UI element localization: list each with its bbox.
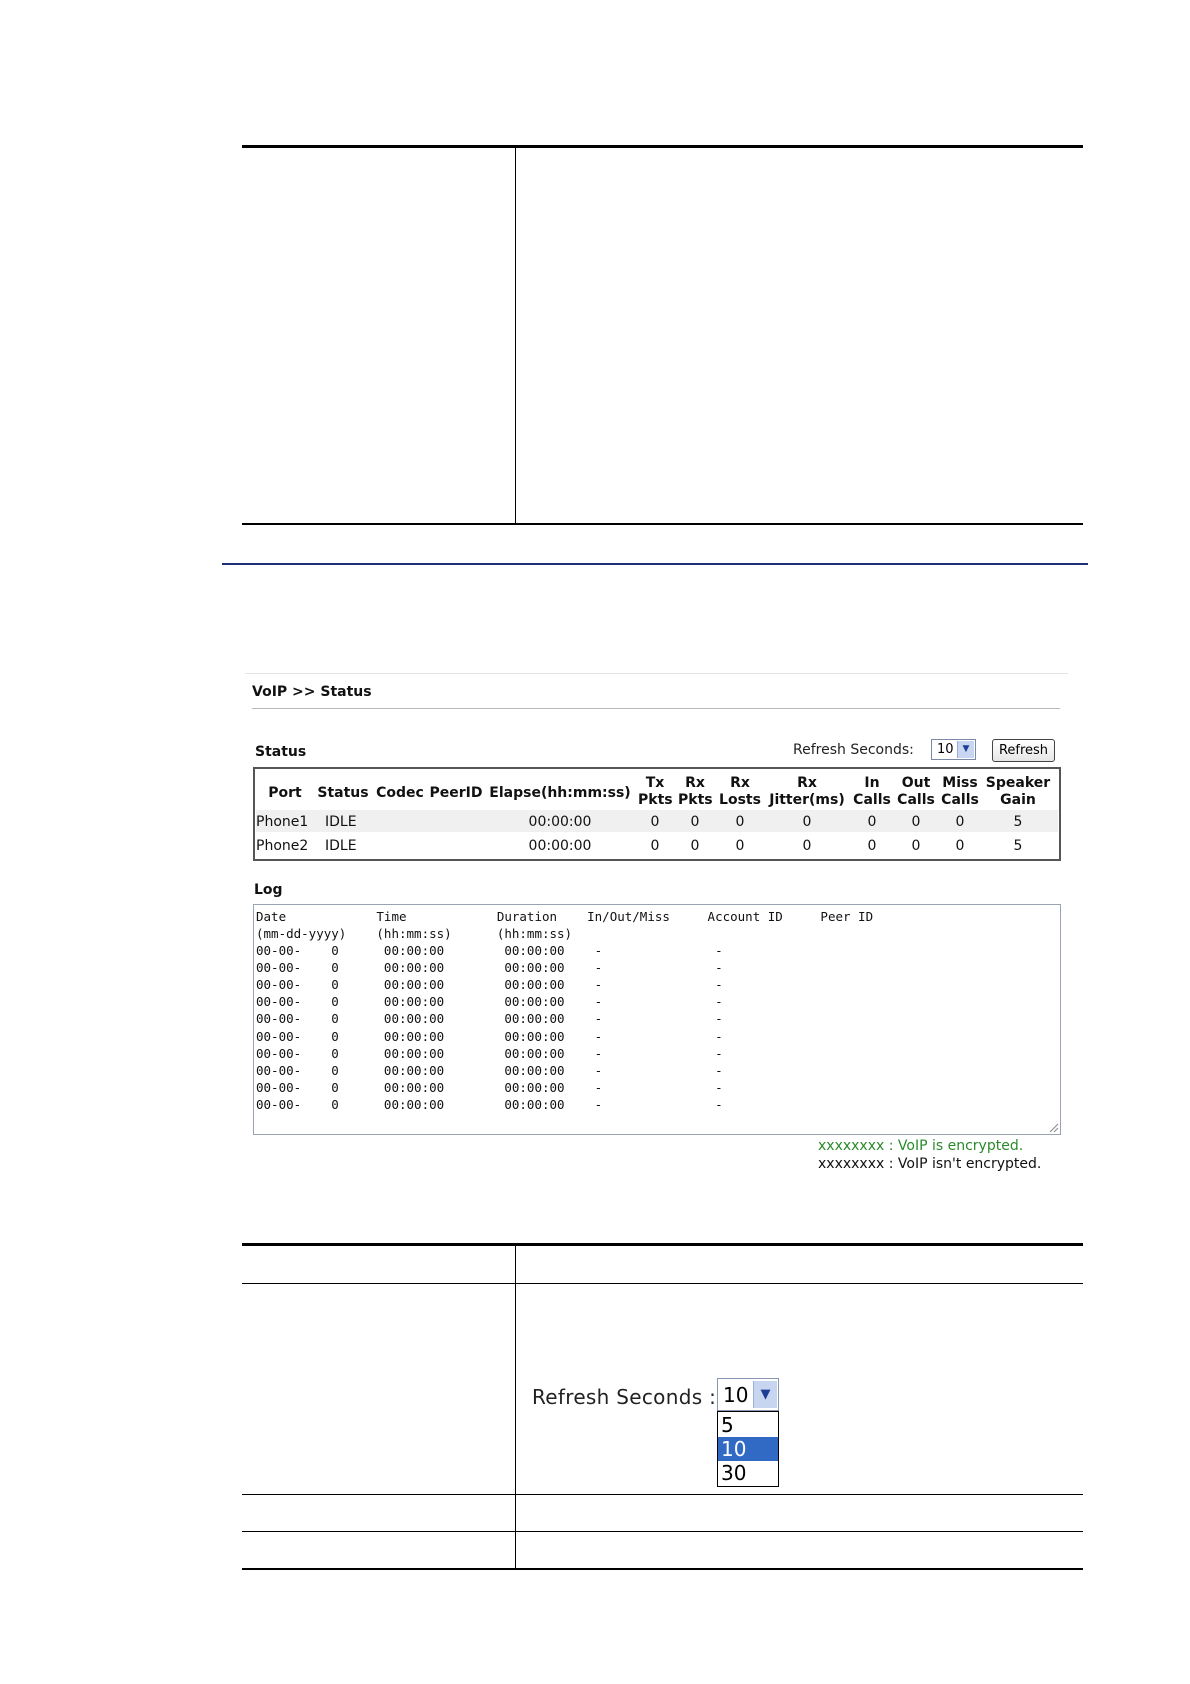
breadcrumb: VoIP >> Status	[252, 684, 372, 700]
log-section-label: Log	[254, 882, 283, 898]
log-row: 00-00- 0 00:00:00 00:00:00 - -	[256, 1063, 723, 1078]
log-row: 00-00- 0 00:00:00 00:00:00 - -	[256, 994, 723, 1009]
chevron-down-icon[interactable]: ▼	[957, 741, 974, 758]
status-section-label: Status	[255, 744, 307, 760]
refresh-option-5[interactable]: 5	[721, 1413, 734, 1437]
col-header-in-sub: Calls	[853, 792, 891, 808]
bottom-table-row-rule-2	[242, 1531, 1083, 1532]
refresh-seconds-label: Refresh Seconds:	[793, 742, 914, 758]
row2-jitter: 0	[802, 838, 812, 854]
row1-jitter: 0	[802, 814, 812, 830]
col-header-speaker: Speaker	[985, 775, 1051, 791]
row2-status: IDLE	[325, 838, 357, 854]
row1-status: IDLE	[325, 814, 357, 830]
row2-port: Phone2	[256, 838, 309, 854]
row1-miss: 0	[955, 814, 965, 830]
col-header-in: In	[864, 775, 880, 791]
top-table-bottom-border	[242, 523, 1083, 525]
col-header-speaker-sub: Gain	[1000, 792, 1036, 808]
log-row: 00-00- 0 00:00:00 00:00:00 - -	[256, 960, 723, 975]
row1-out: 0	[911, 814, 921, 830]
col-header-miss-sub: Calls	[941, 792, 979, 808]
refresh-seconds-select[interactable]	[931, 739, 976, 760]
col-header-tx: Tx	[645, 775, 665, 791]
col-header-rx-sub: Pkts	[678, 792, 713, 808]
col-header-status: Status	[317, 785, 369, 801]
row2-elapse: 00:00:00	[528, 838, 592, 854]
chevron-down-icon[interactable]: ▼	[753, 1381, 777, 1408]
log-row: 00-00- 0 00:00:00 00:00:00 - -	[256, 1029, 723, 1044]
legend-not-encrypted: xxxxxxxx : VoIP isn't encrypted.	[818, 1156, 1042, 1172]
refresh-seconds-value: 10	[937, 742, 954, 757]
col-header-rx: Rx	[685, 775, 705, 791]
row2-rxlosts: 0	[735, 838, 745, 854]
refresh-seconds-zoom-value: 10	[723, 1383, 749, 1407]
col-header-tx-sub: Pkts	[638, 792, 673, 808]
log-row: 00-00- 0 00:00:00 00:00:00 - -	[256, 1011, 723, 1026]
panel-top-border	[245, 673, 1068, 674]
row2-in: 0	[867, 838, 877, 854]
col-header-port: Port	[268, 785, 302, 801]
log-row: 00-00- 0 00:00:00 00:00:00 - -	[256, 1046, 723, 1061]
resize-grip-icon[interactable]	[1049, 1123, 1059, 1133]
row1-gain: 5	[1013, 814, 1023, 830]
refresh-seconds-zoom-select[interactable]	[717, 1378, 779, 1411]
row1-rx: 0	[690, 814, 700, 830]
breadcrumb-underline	[252, 708, 1060, 709]
log-textarea[interactable]	[253, 904, 1061, 1135]
log-row: 00-00- 0 00:00:00 00:00:00 - -	[256, 943, 723, 958]
col-header-rxlosts: Rx	[730, 775, 750, 791]
refresh-seconds-options-list	[717, 1411, 779, 1487]
log-row: 00-00- 0 00:00:00 00:00:00 - -	[256, 977, 723, 992]
row2-out: 0	[911, 838, 921, 854]
row1-elapse: 00:00:00	[528, 814, 592, 830]
col-header-rxlosts-sub: Losts	[719, 792, 761, 808]
row1-port: Phone1	[256, 814, 309, 830]
log-header-line2: (mm-dd-yyyy) (hh:mm:ss) (hh:mm:ss)	[256, 926, 573, 941]
bottom-table-column-divider	[515, 1245, 516, 1569]
refresh-option-10[interactable]: 10	[718, 1437, 778, 1461]
refresh-option-30[interactable]: 30	[721, 1461, 747, 1485]
col-header-miss: Miss	[942, 775, 978, 791]
log-row: 00-00- 0 00:00:00 00:00:00 - -	[256, 1080, 723, 1095]
bottom-table-bottom-border	[242, 1568, 1083, 1570]
refresh-seconds-zoom-label: Refresh Seconds :	[532, 1385, 717, 1409]
log-row: 00-00- 0 00:00:00 00:00:00 - -	[256, 1097, 723, 1112]
col-header-codec: Codec	[376, 785, 424, 801]
row1-in: 0	[867, 814, 877, 830]
row2-gain: 5	[1013, 838, 1023, 854]
refresh-button[interactable]: Refresh	[992, 739, 1055, 762]
top-table-top-border	[242, 145, 1083, 148]
legend-encrypted: xxxxxxxx : VoIP is encrypted.	[818, 1138, 1024, 1154]
bottom-table-top-border	[242, 1243, 1083, 1246]
section-divider-rule	[222, 563, 1088, 565]
col-header-jitter-sub: Jitter(ms)	[769, 792, 845, 808]
row2-tx: 0	[650, 838, 660, 854]
row2-miss: 0	[955, 838, 965, 854]
top-table-column-divider	[515, 147, 516, 523]
col-header-jitter: Rx	[797, 775, 817, 791]
row2-rx: 0	[690, 838, 700, 854]
bottom-table-header-rule	[242, 1283, 1083, 1284]
bottom-table-row-rule-1	[242, 1494, 1083, 1495]
col-header-elapse: Elapse(hh:mm:ss)	[489, 785, 631, 801]
col-header-out: Out	[901, 775, 931, 791]
row1-tx: 0	[650, 814, 660, 830]
col-header-peerid: PeerID	[429, 785, 483, 801]
row1-rxlosts: 0	[735, 814, 745, 830]
log-header-line1: Date Time Duration In/Out/Miss Account ID Peer ID	[256, 909, 874, 924]
col-header-out-sub: Calls	[897, 792, 935, 808]
